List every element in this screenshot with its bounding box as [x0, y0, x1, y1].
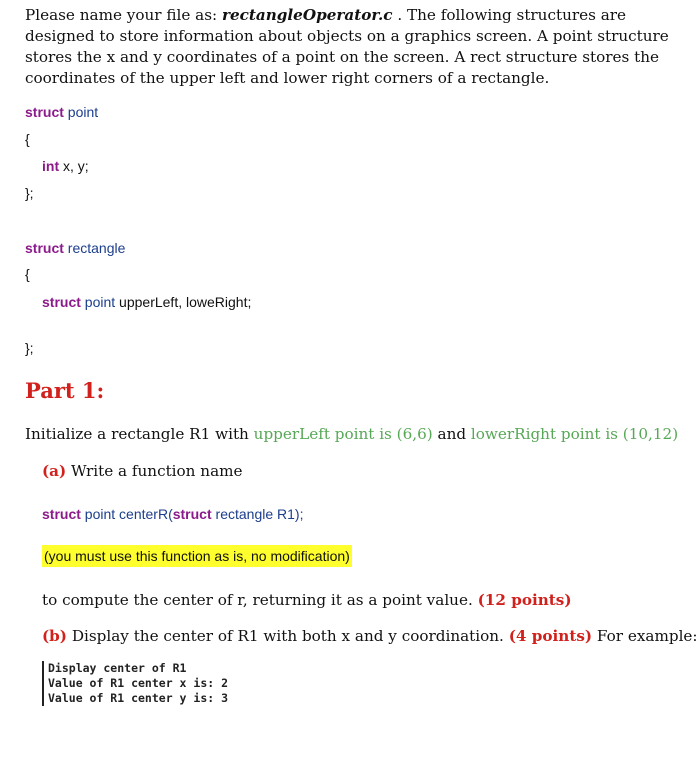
compute-text: to compute the center of r, returning it as a point value. [42, 591, 478, 609]
struct-rectangle-header [25, 240, 125, 256]
question-b-tail: For example: [592, 627, 698, 645]
console-line: Value of R1 center x is: 2 [48, 676, 229, 690]
question-a [42, 462, 243, 480]
console-line: Display center of R1 [48, 661, 187, 675]
init-lead: Initialize a rectangle R1 with [25, 425, 254, 443]
keyword: struct [172, 506, 212, 522]
highlighted-note: (you must use this function as is, no modification) [42, 545, 352, 567]
keyword: struct [42, 294, 81, 310]
keyword: struct [25, 240, 64, 256]
question-b-text: Display the center of R1 with both x and y coordination. [67, 627, 509, 645]
struct-point-field [42, 158, 89, 174]
part-heading: Part 1: [25, 378, 105, 403]
open-brace: { [25, 131, 30, 147]
field-type: point [84, 294, 116, 310]
keyword: struct [42, 506, 81, 522]
upper-left-value: upperLeft point is (6,6) [253, 425, 433, 443]
intro-rest: . The following structures are designed to store information about objects on a graphics screen. A point structure stores the x and y coordinates of a point on the screen. A rect structure stores the coordinates of the upper left and lower right corners of a rectangle. [25, 6, 669, 87]
struct-point-header [25, 104, 98, 120]
question-b-label: (b) [42, 627, 67, 645]
lower-right-value: lowerRight point is (10,12) [470, 425, 679, 443]
question-b [42, 627, 698, 645]
field-names: upperLeft, loweRight; [119, 294, 252, 310]
filename: rectangleOperator.c [221, 6, 393, 24]
intro-lead: Please name your file as: [25, 6, 222, 24]
points-badge: (4 points) [508, 627, 593, 645]
compute-sentence [42, 591, 572, 609]
struct-rectangle-field [42, 294, 251, 310]
function-signature [42, 506, 303, 522]
intro-paragraph [25, 5, 675, 89]
struct-name: rectangle [67, 240, 126, 256]
function-params: rectangle R1); [215, 506, 304, 522]
console-line: Value of R1 center y is: 3 [48, 691, 229, 705]
points-badge: (12 points) [477, 591, 572, 609]
console-output [42, 661, 228, 706]
keyword: int [42, 158, 60, 174]
open-brace: { [25, 266, 30, 282]
question-a-label: (a) [42, 462, 67, 480]
function-name: point centerR( [84, 506, 173, 522]
close-brace: }; [25, 185, 34, 201]
init-and: and [432, 425, 471, 443]
question-a-text: Write a function name [66, 462, 243, 480]
init-sentence [25, 425, 678, 443]
field-names: x, y; [63, 158, 89, 174]
struct-name: point [67, 104, 99, 120]
close-brace: }; [25, 340, 34, 356]
keyword: struct [25, 104, 64, 120]
